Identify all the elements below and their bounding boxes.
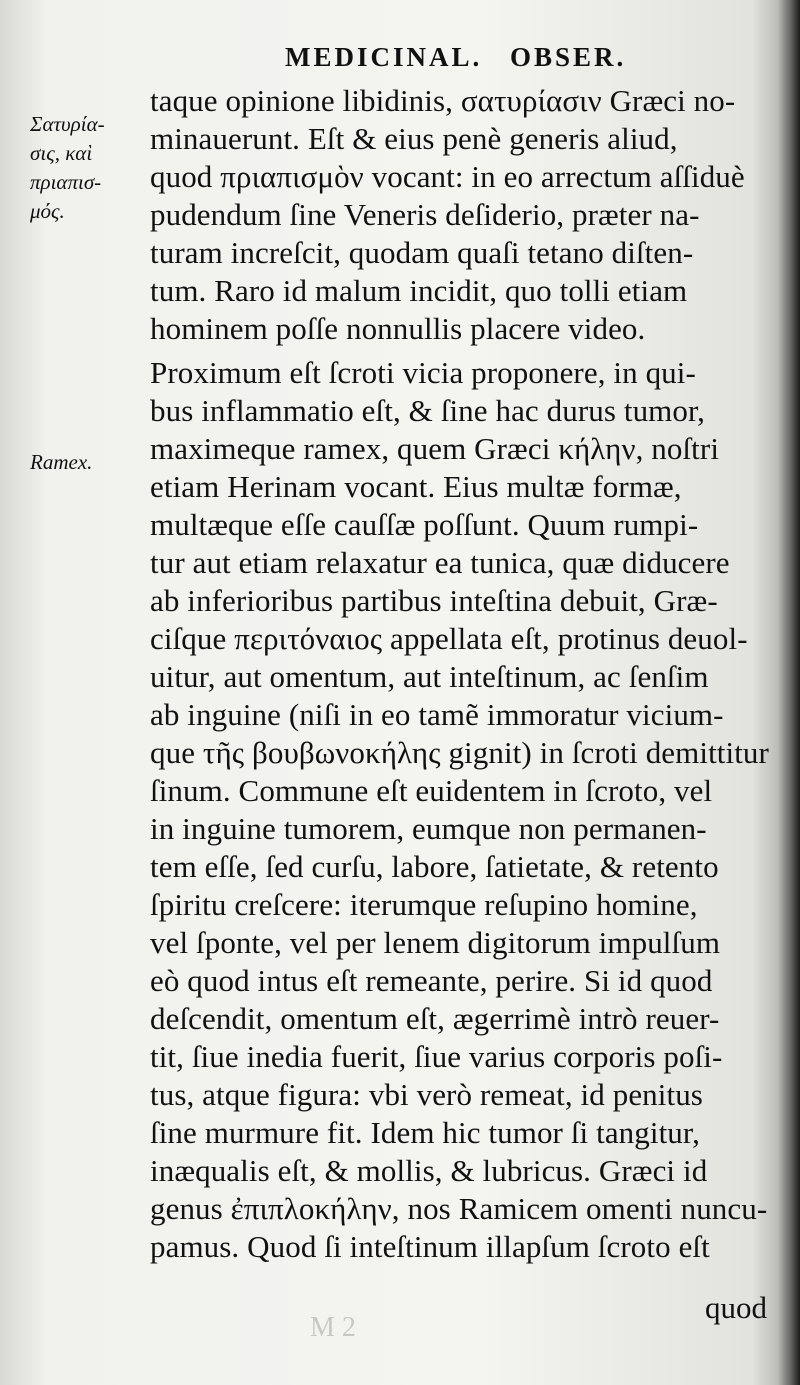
signature-mark: M 2 — [310, 1312, 356, 1343]
text-line: maximeque ramex, quem Græci κήλην, noſtri — [150, 431, 720, 466]
text-line: tus, atque figura: vbi verò remeat, id penitus — [150, 1077, 703, 1112]
text-line: tit, ſiue inedia fuerit, ſiue varius corporis poſi- — [150, 1039, 723, 1074]
text-line: etiam Herinam vocant. Eius multæ formæ, — [150, 469, 682, 504]
running-head-right: OBSER. — [510, 42, 627, 72]
text-line: eò quod intus eſt remeante, perire. Si id quod — [150, 963, 713, 998]
margin-note-line: πριαπισ- — [30, 170, 102, 194]
text-line: hominem poſſe nonnullis placere video. — [150, 311, 646, 346]
text-line: ciſque περιτόναιος appellata eſt, protinus deuol- — [150, 621, 748, 656]
text-line: ſpiritu creſcere: iterumque reſupino homine, — [150, 887, 698, 922]
margin-note-ramex — [30, 448, 92, 477]
text-line: uitur, aut omentum, aut inteſtinum, ac ſenſim — [150, 659, 709, 694]
text-line: pamus. Quod ſi inteſtinum illapſum ſcroto eſt — [150, 1229, 710, 1264]
running-head-left: MEDICINAL. — [285, 42, 483, 72]
margin-note-satyriasis — [30, 110, 105, 226]
text-line: minauerunt. Eſt & eius penè generis aliud, — [150, 121, 678, 156]
text-line: tur aut etiam relaxatur ea tunica, quæ diducere — [150, 545, 730, 580]
text-line: deſcendit, omentum eſt, ægerrimè intrò reuer- — [150, 1001, 720, 1036]
text-line: ab inferioribus partibus inteſtina debuit, Græ- — [150, 583, 718, 618]
book-gutter-shadow — [778, 0, 800, 1385]
text-line: que τῆς βουβωνοκήλης gignit) in ſcroti demittitur — [150, 735, 769, 770]
text-line: quod πριαπισμὸν vocant: in eo arrectum aſſiduè — [150, 159, 745, 194]
margin-note-line: σις, καὶ — [30, 141, 93, 165]
text-line: inæqualis eſt, & mollis, & lubricus. Græci id — [150, 1153, 708, 1188]
text-line: ſine murmure fit. Idem hic tumor ſi tangitur, — [150, 1115, 700, 1150]
text-line: taque opinione libidinis, σατυρίασιν Græci no- — [150, 83, 736, 118]
text-line: pudendum ſine Veneris deſiderio, præter na- — [150, 197, 700, 232]
margin-note-line: μός. — [30, 199, 65, 223]
text-line: vel ſponte, vel per lenem digitorum impulſum — [150, 925, 721, 960]
text-line: tum. Raro id malum incidit, quo tolli etiam — [150, 273, 688, 308]
text-line: tem eſſe, ſed curſu, labore, ſatietate, & retento — [150, 849, 719, 884]
text-line: ſinum. Commune eſt euidentem in ſcroto, vel — [150, 773, 713, 808]
text-line: genus ἐπιπλοκήλην, nos Ramicem omenti nuncu- — [150, 1191, 768, 1226]
catchword: quod — [705, 1290, 767, 1325]
text-line: turam increſcit, quodam quaſi tetano diſten- — [150, 235, 694, 270]
margin-note-line: Σατυρία- — [30, 112, 105, 136]
running-head — [285, 42, 685, 73]
text-line: in inguine tumorem, eumque non permanen- — [150, 811, 707, 846]
margin-note-line: Ramex. — [30, 450, 93, 474]
text-line: bus inflammatio eſt, & ſine hac durus tumor, — [150, 393, 706, 428]
text-line: multæque eſſe cauſſæ poſſunt. Quum rumpi- — [150, 507, 699, 542]
text-line: Proximum eſt ſcroti vicia proponere, in qui- — [150, 355, 696, 390]
text-line: ab inguine (niſi in eo tamẽ immoratur vicium- — [150, 697, 724, 732]
